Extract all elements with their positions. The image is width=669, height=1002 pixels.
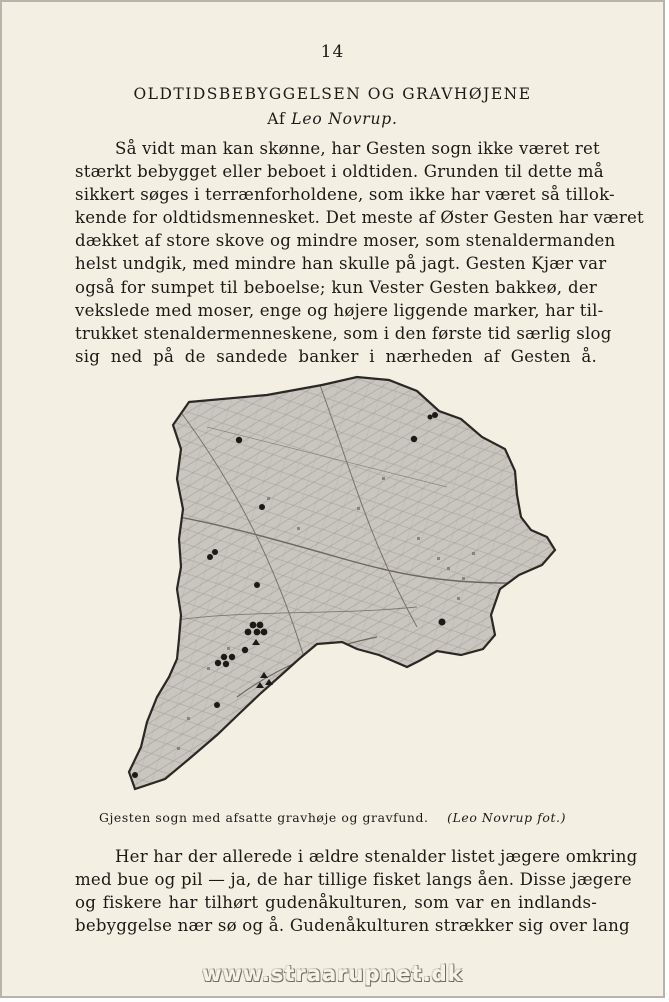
parish-map [117,367,567,797]
caption-text: Gjesten sogn med afsatte gravhøje og gravfund. [98,810,429,825]
paragraph-line: med bue og pil — ja, de har tillige fisket langs åen. Disse jægere [75,870,632,890]
paragraph-line: Så vidt man kan skønne, har Gesten sogn ikke været ret [115,139,600,158]
byline-prefix: Af [267,110,286,128]
page-number: 14 [320,42,345,62]
paragraph-line: stærkt bebygget eller beboet i oldtiden. Grunden til dette må [75,162,604,182]
paragraph-line: også for sumpet til beboelse; kun Vester Gesten bakkeø, der [75,277,597,297]
byline [2,110,663,128]
article-title: OLDTIDSBEBYGGELSEN OG GRAVHØJENE [133,85,532,103]
map-caption [2,810,663,825]
paragraph-line: sikkert søges i terrænforholdene, som ikke har været så tillok- [75,185,615,205]
website-watermark: www.straarupnet.dk [202,962,463,986]
paragraph-line: sig ned på de sandede banker i nærheden af Gesten å. [75,346,597,366]
paragraph-line: kende for oldtidsmennesket. Det meste af Øster Gesten har været [75,208,644,228]
map-image [117,367,567,797]
paragraph-1 [75,137,644,368]
paragraph-line: bebyggelse nær sø og å. Gudenåkulturen strækker sig over lang [75,916,630,936]
map-terrain [117,367,567,797]
paragraph-line: Her har der allerede i ældre stenalder listet jægere omkring [115,847,638,866]
paragraph-line: og fiskere har tilhørt gudenåkulturen, som var en indlands- [75,893,597,913]
paragraph-line: helst undgik, med mindre han skulle på jagt. Gesten Kjær var [75,254,607,274]
caption-credit: (Leo Novrup fot.) [447,810,567,825]
paragraph-2 [75,845,638,937]
paragraph-line: dækket af store skove og mindre moser, som stenaldermanden [75,231,616,251]
author-name: Leo Novrup. [291,110,398,128]
paragraph-line: trukket stenaldermenneskene, som i den første tid særlig slog [75,323,612,343]
paragraph-line: vekslede med moser, enge og højere liggende marker, har til- [75,300,604,320]
